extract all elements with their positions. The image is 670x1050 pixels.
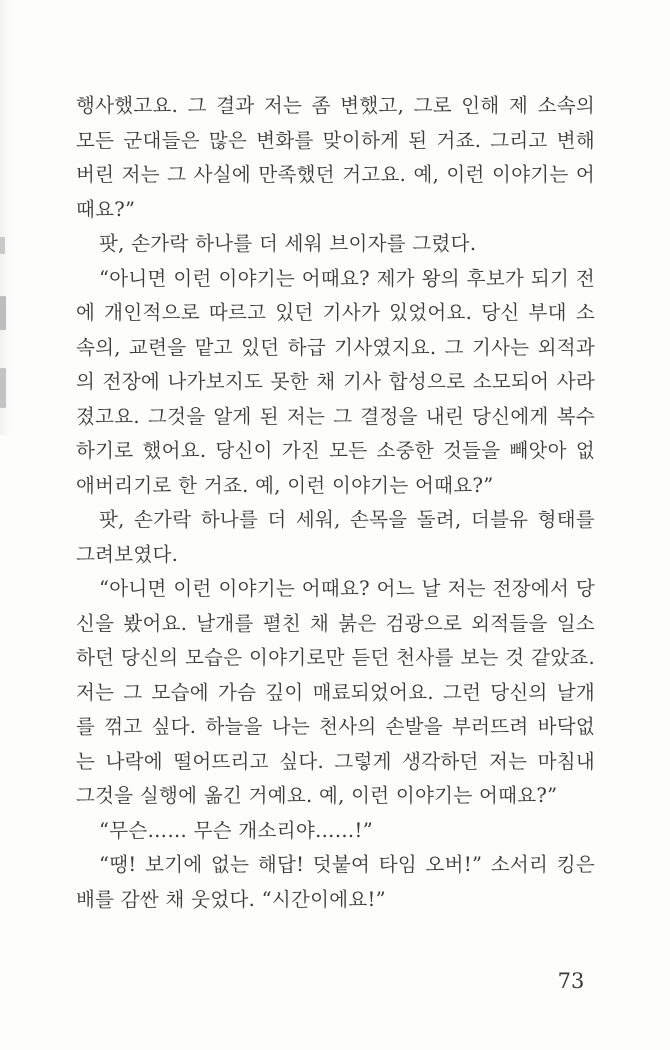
scan-artifact <box>0 237 5 254</box>
text-line: 하기로 했어요. 당신이 가진 모든 소중한 것들을 빼앗아 없 <box>76 439 595 462</box>
text-line: 속의, 교련을 맡고 있던 하급 기사였지요. 그 기사는 외적과 <box>76 335 595 359</box>
text-line: 의 전장에 나가보지도 못한 채 기사 합성으로 소모되어 사라 <box>76 370 595 393</box>
text-line: 팟, 손가락 하나를 더 세워 브이자를 그렸다. <box>99 232 477 255</box>
text-line: 저는 그 모습에 가슴 깊이 매료되었어요. 그런 당신의 날개 <box>76 680 595 704</box>
paragraph <box>76 227 595 262</box>
text-line: 졌고요. 그것을 알게 된 저는 그 결정을 내린 당신에게 복수 <box>76 404 595 428</box>
text-line: “아니면 이런 이야기는 어때요? 제가 왕의 후보가 되기 전 <box>99 266 595 290</box>
text-line: 배를 감싼 채 웃었다. “시간이에요!” <box>76 887 386 911</box>
text-line: 애버리기로 한 거죠. 예, 이런 이야기는 어때요?” <box>76 473 494 497</box>
scan-artifact <box>0 368 6 408</box>
text-line: 에 개인적으로 따르고 있던 기사가 있었어요. 당신 부대 소 <box>76 301 595 324</box>
text-line: “무슨…… 무슨 개소리야……!” <box>99 818 373 842</box>
text-line: 그것을 실행에 옮긴 거예요. 예, 이런 이야기는 어때요?” <box>76 784 558 807</box>
paragraph <box>76 89 595 227</box>
text-line: 는 나락에 떨어뜨리고 싶다. 그렇게 생각하던 저는 마침내 <box>76 749 595 773</box>
paragraph <box>76 814 595 849</box>
paragraph <box>76 262 595 504</box>
text-line: 를 꺾고 싶다. 하늘을 나는 천사의 손발을 부러뜨려 바닥없 <box>76 715 595 738</box>
text-line: 행사했고요. 그 결과 저는 좀 변했고, 그로 인해 제 소속의 <box>76 94 595 117</box>
text-line: 모든 군대들은 많은 변화를 맞이하게 된 거죠. 그리고 변해 <box>76 128 595 152</box>
text-line: 신을 봤어요. 날개를 펼친 채 붉은 검광으로 외적들을 일소 <box>76 611 595 635</box>
page-number: 73 <box>557 969 585 993</box>
text-line: 버린 저는 그 사실에 만족했던 거고요. 예, 이런 이야기는 어 <box>76 163 595 186</box>
page-text <box>76 89 595 917</box>
text-line: 팟, 손가락 하나를 더 세워, 손목을 돌려, 더블유 형태를 <box>99 508 595 531</box>
text-line: “땡! 보기에 없는 해답! 덧붙여 타임 오버!” 소서리 킹은 <box>99 853 595 876</box>
paragraph <box>76 572 595 814</box>
paragraph <box>76 848 595 917</box>
text-line: 그려보였다. <box>76 542 179 566</box>
text-line: 하던 당신의 모습은 이야기로만 듣던 천사를 보는 것 같았죠. <box>76 646 595 669</box>
text-line: “아니면 이런 이야기는 어때요? 어느 날 저는 전장에서 당 <box>99 577 595 600</box>
scan-artifact <box>0 296 6 330</box>
paragraph <box>76 503 595 572</box>
text-line: 때요?” <box>76 197 136 221</box>
